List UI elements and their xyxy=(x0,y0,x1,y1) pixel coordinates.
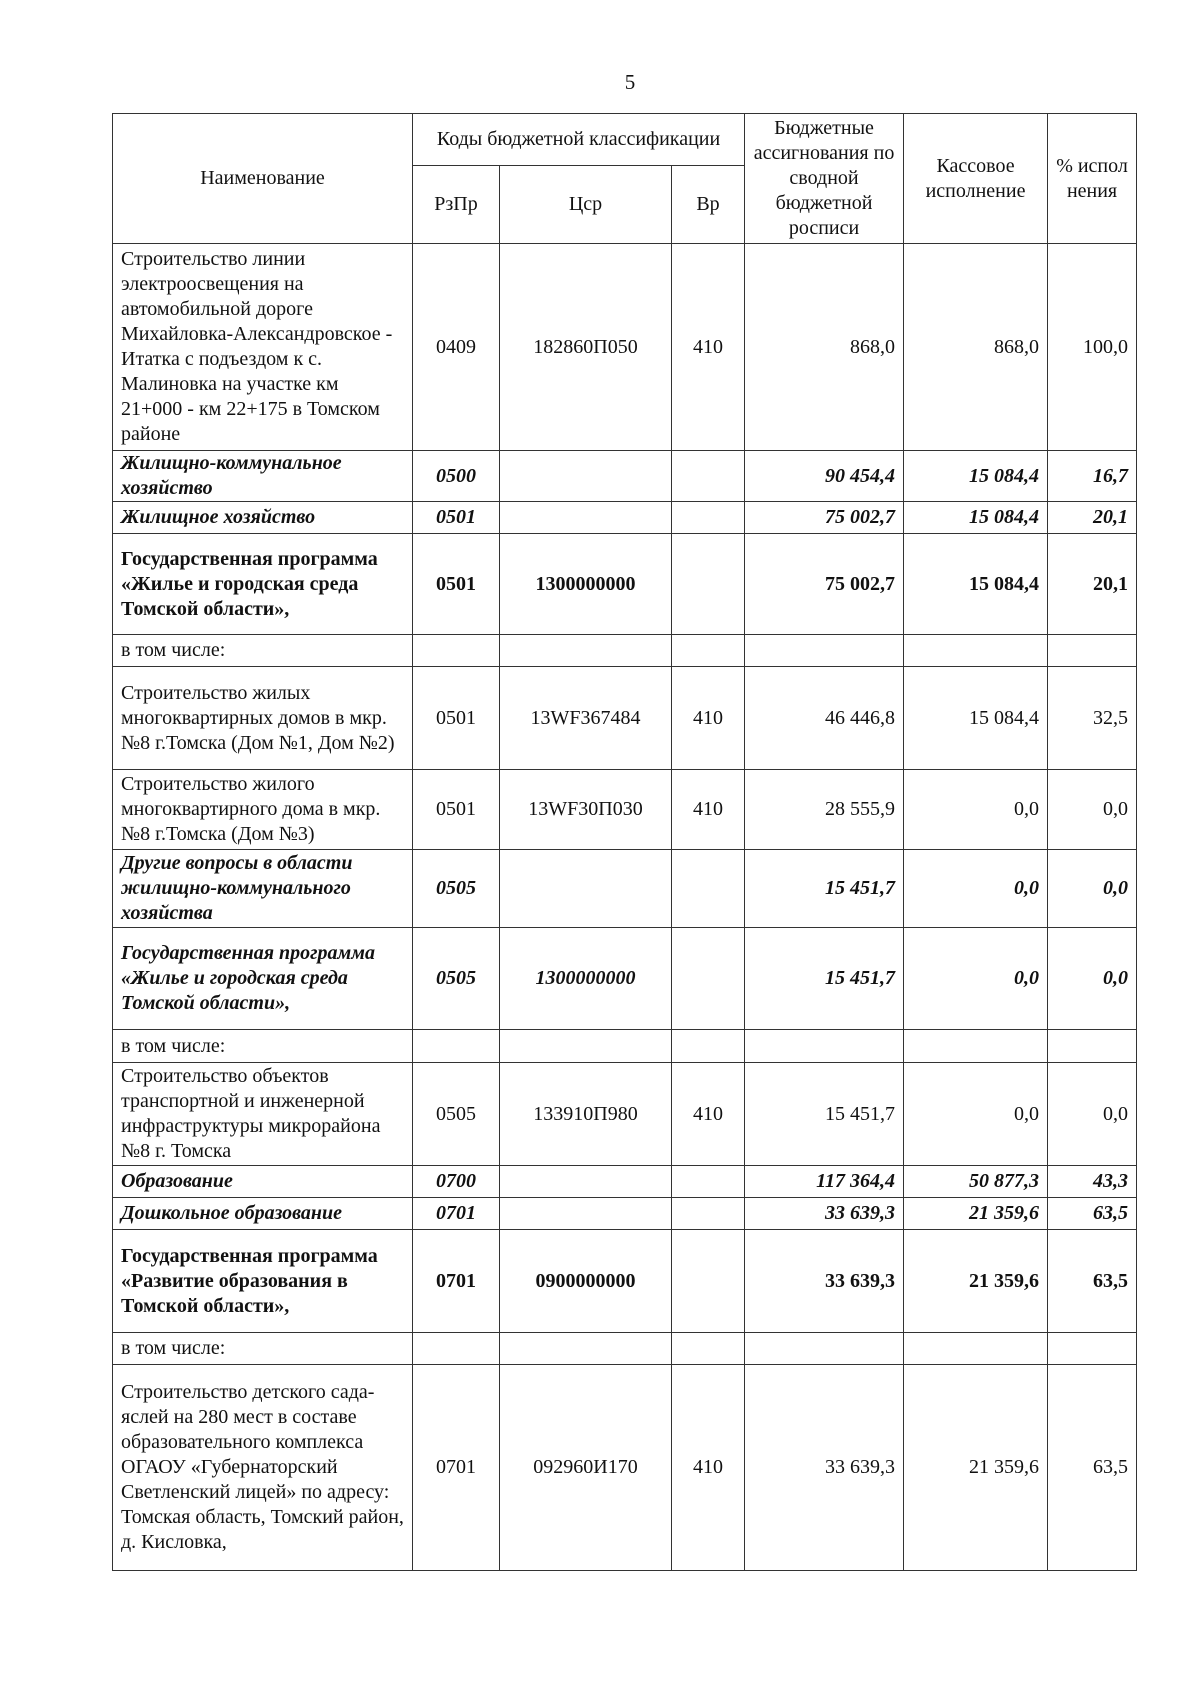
row-cash-cell: 21 359,6 xyxy=(904,1365,1048,1571)
row-budget-cell: 75 002,7 xyxy=(745,502,904,534)
row-percent-cell xyxy=(1048,1333,1137,1365)
budget-execution-table xyxy=(112,113,1137,1571)
row-name-cell: в том числе: xyxy=(113,635,413,667)
row-vr-cell xyxy=(672,451,745,502)
row-percent-cell: 63,5 xyxy=(1048,1365,1137,1571)
row-vr-cell: 410 xyxy=(672,770,745,850)
row-cash-cell: 21 359,6 xyxy=(904,1198,1048,1230)
table-row xyxy=(113,1333,1137,1365)
row-cash-cell: 15 084,4 xyxy=(904,451,1048,502)
row-csr-cell: 133910П980 xyxy=(500,1063,672,1166)
row-rzpr-cell: 0501 xyxy=(413,502,500,534)
row-csr-cell: 0900000000 xyxy=(500,1230,672,1333)
row-rzpr-cell: 0501 xyxy=(413,667,500,770)
header-csr: Цср xyxy=(500,166,672,244)
row-csr-cell xyxy=(500,1198,672,1230)
row-rzpr-cell: 0701 xyxy=(413,1365,500,1571)
row-vr-cell xyxy=(672,928,745,1030)
row-cash-cell: 0,0 xyxy=(904,770,1048,850)
row-cash-cell: 0,0 xyxy=(904,1063,1048,1166)
row-cash-cell: 15 084,4 xyxy=(904,667,1048,770)
row-csr-cell xyxy=(500,1030,672,1063)
row-budget-cell xyxy=(745,1030,904,1063)
row-percent-cell: 32,5 xyxy=(1048,667,1137,770)
row-name-cell: Дошкольное образование xyxy=(113,1198,413,1230)
table-row xyxy=(113,850,1137,928)
row-vr-cell xyxy=(672,1166,745,1198)
table-row xyxy=(113,1198,1137,1230)
table-row xyxy=(113,502,1137,534)
row-csr-cell xyxy=(500,451,672,502)
row-vr-cell: 410 xyxy=(672,1063,745,1166)
row-vr-cell: 410 xyxy=(672,244,745,451)
row-cash-cell: 50 877,3 xyxy=(904,1166,1048,1198)
row-budget-cell: 15 451,7 xyxy=(745,850,904,928)
row-name-cell: Строительство объектов транспортной и инженерной инфраструктуры микрорайона №8 г. Томска xyxy=(113,1063,413,1166)
row-cash-cell: 0,0 xyxy=(904,850,1048,928)
table-row xyxy=(113,534,1137,635)
row-budget-cell: 15 451,7 xyxy=(745,928,904,1030)
row-rzpr-cell: 0701 xyxy=(413,1230,500,1333)
row-percent-cell xyxy=(1048,1030,1137,1063)
header-appropriations: Бюджетные ассигнования по сводной бюджетной росписи xyxy=(745,114,904,244)
row-csr-cell: 1300000000 xyxy=(500,928,672,1030)
table-row xyxy=(113,244,1137,451)
row-vr-cell xyxy=(672,1333,745,1365)
row-budget-cell: 90 454,4 xyxy=(745,451,904,502)
table-row xyxy=(113,451,1137,502)
row-budget-cell: 28 555,9 xyxy=(745,770,904,850)
row-vr-cell xyxy=(672,1198,745,1230)
row-cash-cell: 15 084,4 xyxy=(904,534,1048,635)
row-cash-cell xyxy=(904,1333,1048,1365)
row-percent-cell: 100,0 xyxy=(1048,244,1137,451)
row-budget-cell: 868,0 xyxy=(745,244,904,451)
row-name-cell: Государственная программа «Жилье и городская среда Томской области», xyxy=(113,534,413,635)
row-percent-cell: 16,7 xyxy=(1048,451,1137,502)
row-cash-cell: 15 084,4 xyxy=(904,502,1048,534)
header-rzpr: РзПр xyxy=(413,166,500,244)
row-csr-cell: 1300000000 xyxy=(500,534,672,635)
row-cash-cell xyxy=(904,635,1048,667)
row-rzpr-cell: 0501 xyxy=(413,534,500,635)
row-percent-cell: 0,0 xyxy=(1048,850,1137,928)
row-vr-cell: 410 xyxy=(672,667,745,770)
table-row xyxy=(113,1030,1137,1063)
row-budget-cell: 33 639,3 xyxy=(745,1198,904,1230)
row-rzpr-cell: 0700 xyxy=(413,1166,500,1198)
row-name-cell: Государственная программа «Жилье и городская среда Томской области», xyxy=(113,928,413,1030)
row-budget-cell: 33 639,3 xyxy=(745,1230,904,1333)
row-percent-cell: 20,1 xyxy=(1048,502,1137,534)
row-csr-cell xyxy=(500,635,672,667)
row-percent-cell: 63,5 xyxy=(1048,1198,1137,1230)
table-row xyxy=(113,635,1137,667)
row-vr-cell xyxy=(672,502,745,534)
row-cash-cell: 868,0 xyxy=(904,244,1048,451)
row-csr-cell: 13WF367484 xyxy=(500,667,672,770)
row-name-cell: в том числе: xyxy=(113,1333,413,1365)
page-number: 5 xyxy=(624,70,636,94)
row-budget-cell xyxy=(745,635,904,667)
row-name-cell: в том числе: xyxy=(113,1030,413,1063)
row-name-cell: Жилищно-коммунальное хозяйство xyxy=(113,451,413,502)
row-vr-cell xyxy=(672,1030,745,1063)
row-percent-cell: 0,0 xyxy=(1048,1063,1137,1166)
row-rzpr-cell: 0505 xyxy=(413,928,500,1030)
row-percent-cell: 0,0 xyxy=(1048,770,1137,850)
row-name-cell: Строительство линии электроосвещения на автомобильной дороге Михайловка-Александровское - Итатка с подъездом к с. Малиновка на участке км 21+000 - км 22+175 в Томском районе xyxy=(113,244,413,451)
row-name-cell: Строительство детского сада-яслей на 280 мест в составе образовательного комплекса ОГАОУ «Губернаторский Светленский лицей» по адресу: Томская область, Томский район, д. Кисловка, xyxy=(113,1365,413,1571)
row-rzpr-cell: 0505 xyxy=(413,850,500,928)
row-percent-cell: 63,5 xyxy=(1048,1230,1137,1333)
header-cash-execution: Кассовое исполнение xyxy=(904,114,1048,244)
row-rzpr-cell: 0505 xyxy=(413,1063,500,1166)
row-name-cell: Строительство жилых многоквартирных домов в мкр.№8 г.Томска (Дом №1, Дом №2) xyxy=(113,667,413,770)
row-name-cell: Государственная программа «Развитие образования в Томской области», xyxy=(113,1230,413,1333)
header-percent-execution: % испол нения xyxy=(1048,114,1137,244)
row-csr-cell xyxy=(500,1333,672,1365)
row-percent-cell: 43,3 xyxy=(1048,1166,1137,1198)
row-cash-cell: 21 359,6 xyxy=(904,1230,1048,1333)
row-vr-cell xyxy=(672,635,745,667)
row-name-cell: Жилищное хозяйство xyxy=(113,502,413,534)
row-name-cell: Образование xyxy=(113,1166,413,1198)
row-budget-cell: 33 639,3 xyxy=(745,1365,904,1571)
table-row xyxy=(113,1166,1137,1198)
row-rzpr-cell: 0500 xyxy=(413,451,500,502)
row-csr-cell xyxy=(500,850,672,928)
row-percent-cell: 0,0 xyxy=(1048,928,1137,1030)
header-name: Наименование xyxy=(113,114,413,244)
row-budget-cell: 46 446,8 xyxy=(745,667,904,770)
row-csr-cell: 13WF30П030 xyxy=(500,770,672,850)
header-vr: Вр xyxy=(672,166,745,244)
table-row xyxy=(113,928,1137,1030)
row-rzpr-cell: 0409 xyxy=(413,244,500,451)
header-codes-group: Коды бюджетной классификации xyxy=(413,114,745,166)
row-rzpr-cell: 0701 xyxy=(413,1198,500,1230)
row-csr-cell xyxy=(500,502,672,534)
row-csr-cell: 092960И170 xyxy=(500,1365,672,1571)
row-percent-cell: 20,1 xyxy=(1048,534,1137,635)
row-name-cell: Строительство жилого многоквартирного дома в мкр.№8 г.Томска (Дом №3) xyxy=(113,770,413,850)
row-rzpr-cell xyxy=(413,1030,500,1063)
row-cash-cell xyxy=(904,1030,1048,1063)
table-row xyxy=(113,1365,1137,1571)
row-vr-cell xyxy=(672,1230,745,1333)
row-percent-cell xyxy=(1048,635,1137,667)
row-rzpr-cell: 0501 xyxy=(413,770,500,850)
table-row xyxy=(113,1063,1137,1166)
table-row xyxy=(113,667,1137,770)
table-row xyxy=(113,770,1137,850)
row-csr-cell: 182860П050 xyxy=(500,244,672,451)
row-budget-cell: 75 002,7 xyxy=(745,534,904,635)
row-vr-cell: 410 xyxy=(672,1365,745,1571)
row-budget-cell xyxy=(745,1333,904,1365)
row-budget-cell: 117 364,4 xyxy=(745,1166,904,1198)
row-rzpr-cell xyxy=(413,1333,500,1365)
row-name-cell: Другие вопросы в области жилищно-коммунального хозяйства xyxy=(113,850,413,928)
row-csr-cell xyxy=(500,1166,672,1198)
row-budget-cell: 15 451,7 xyxy=(745,1063,904,1166)
table-body xyxy=(113,244,1137,1571)
table-row xyxy=(113,1230,1137,1333)
row-cash-cell: 0,0 xyxy=(904,928,1048,1030)
row-rzpr-cell xyxy=(413,635,500,667)
row-vr-cell xyxy=(672,534,745,635)
row-vr-cell xyxy=(672,850,745,928)
